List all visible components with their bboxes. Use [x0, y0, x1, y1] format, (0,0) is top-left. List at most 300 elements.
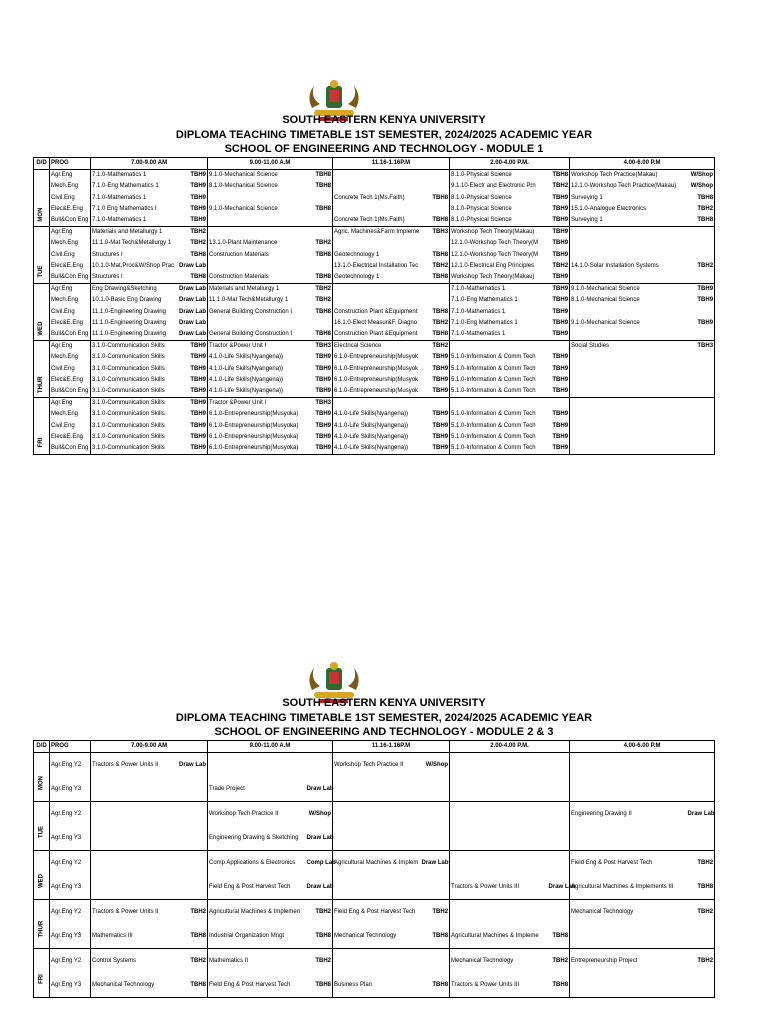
- course-cell: [91, 802, 178, 827]
- venue-cell: TBH9: [315, 433, 332, 440]
- course-cell: 8.1.0-Mechanical Science: [570, 295, 687, 306]
- course-cell: Field Eng & Post Harvest Tech: [333, 900, 421, 925]
- venue-cell: Draw Lab: [179, 297, 207, 304]
- course-cell: [570, 753, 687, 778]
- course-cell: 3.1.0-Communication Skills: [91, 352, 178, 363]
- course-cell: [570, 409, 687, 420]
- venue-cell: TBH9: [432, 411, 449, 418]
- module1-timetable: [33, 157, 715, 455]
- course-cell: [570, 398, 687, 410]
- table-row: [34, 949, 715, 974]
- day-cell: [34, 949, 50, 998]
- programme-cell: Civil.Eng: [50, 421, 91, 432]
- venue-cell: TBH9: [315, 388, 332, 395]
- course-cell: 7.1.0-Mathematics 1: [450, 329, 548, 341]
- programme-cell: Elec&E.Eng: [50, 261, 91, 272]
- course-cell: 7.1.0-Mathematics 1: [91, 193, 178, 204]
- table-row: [34, 204, 715, 215]
- venue-cell: TBH9: [315, 354, 332, 361]
- day-label: FRI: [38, 974, 45, 985]
- course-cell: 3.1.0-Communication Skills: [91, 421, 178, 432]
- course-cell: Tractors & Power Units III: [450, 875, 548, 900]
- course-cell: [450, 826, 548, 851]
- venue-cell: TBH3: [421, 227, 450, 239]
- venue-cell: [687, 227, 715, 239]
- course-cell: Mechanical Technology: [333, 924, 421, 949]
- course-cell: 10.1.0-Mat,Proc&W/Shop Prac: [91, 261, 178, 272]
- venue-cell: Draw Lab: [306, 884, 334, 891]
- venue-cell: [421, 949, 450, 974]
- course-cell: Tractors & Power Units III: [450, 973, 548, 998]
- programme-cell: Bull&Con Eng: [50, 272, 91, 284]
- course-cell: Tractor &Power Unit I: [208, 398, 306, 410]
- venue-cell: TBH9: [432, 376, 449, 383]
- course-cell: 16.1.0-Elect Measur&F. Diagno: [333, 318, 421, 329]
- venue-cell: Draw Lab: [687, 802, 715, 827]
- venue-cell: TBH9: [552, 274, 569, 281]
- course-cell: Field Eng & Post Harvest Tech: [570, 851, 687, 876]
- venue-cell: TBH9: [190, 433, 207, 440]
- venue-cell: TBH9: [548, 284, 570, 296]
- course-cell: 7.1.0-Mathematics 1: [450, 284, 548, 296]
- day-label: FRI: [37, 437, 44, 448]
- course-cell: Surveying 1: [570, 215, 687, 227]
- course-cell: 4.1.0-Life Skills(Nyangena)): [208, 375, 306, 386]
- course-cell: 3.1.0-Communication Skills: [91, 364, 178, 375]
- venue-cell: TBH9: [190, 365, 207, 372]
- course-cell: 5.1.0-Information & Comm Tech: [450, 421, 548, 432]
- course-cell: 13.1.0-Plant Maintenance: [208, 238, 306, 249]
- course-cell: 8.1.0-Physical Science: [450, 193, 548, 204]
- header-prog: PROG: [50, 741, 91, 753]
- venue-cell: Draw Lab: [179, 308, 207, 315]
- course-cell: Materials and Metallurgy 1: [91, 227, 178, 239]
- venue-cell: [687, 777, 715, 802]
- programme-cell: Agr.Eng: [50, 284, 91, 296]
- venue-cell: TBH8: [432, 274, 449, 281]
- venue-cell: TBH9: [552, 240, 569, 247]
- course-cell: [333, 181, 421, 192]
- course-cell: [450, 341, 548, 353]
- venue-cell: [421, 875, 450, 900]
- course-cell: 4.1.0-Life Skills(Nyangena)): [333, 409, 421, 420]
- programme-cell: Bull&Con Eng: [50, 215, 91, 227]
- course-cell: 11.1.0-Engineering Drawing: [91, 329, 178, 341]
- programme-cell: Agr.Eng Y3: [50, 973, 91, 998]
- course-cell: 3.1.0-Communication Skills: [91, 341, 178, 353]
- programme-cell: Bull&Con Eng: [50, 443, 91, 455]
- venue-cell: TBH2: [421, 341, 450, 353]
- table-row: [34, 272, 715, 284]
- venue-cell: Draw Lab: [179, 262, 207, 269]
- venue-cell: TBH9: [315, 376, 332, 383]
- course-cell: 12.1.0-Workshop Tech Theory(M: [450, 238, 548, 249]
- venue-cell: TBH8: [548, 170, 570, 182]
- course-cell: [570, 272, 687, 284]
- venue-cell: Draw Lab: [421, 851, 450, 876]
- venue-cell: TBH2: [552, 183, 569, 190]
- day-cell: [34, 398, 50, 455]
- venue-cell: [687, 364, 715, 375]
- venue-cell: TBH8: [687, 215, 715, 227]
- venue-cell: TBH2: [190, 240, 207, 247]
- venue-cell: [548, 900, 570, 925]
- venue-cell: TBH9: [552, 433, 569, 440]
- venue-cell: TBH9: [552, 205, 569, 212]
- venue-cell: TBH8: [306, 170, 333, 182]
- venue-cell: TBH8: [687, 193, 715, 204]
- venue-cell: TBH2: [315, 240, 332, 247]
- university-name-2: SOUTH EASTERN KENYA UNIVERSITY: [282, 697, 486, 709]
- course-cell: [570, 238, 687, 249]
- course-cell: Structures I: [91, 272, 178, 284]
- venue-cell: [687, 432, 715, 443]
- venue-cell: TBH9: [315, 422, 332, 429]
- venue-cell: TBH3: [687, 341, 715, 353]
- programme-cell: Agr.Eng Y2: [50, 753, 91, 778]
- day-label: THUR: [38, 921, 45, 938]
- course-cell: 13.1.0-Electrical Installation Tec: [333, 261, 421, 272]
- table-row: [34, 375, 715, 386]
- programme-cell: Mech.Eng: [50, 238, 91, 249]
- venue-cell: TBH8: [432, 933, 449, 940]
- venue-cell: TBH9: [552, 331, 569, 338]
- course-cell: [333, 204, 421, 215]
- venue-cell: TBH8: [548, 973, 570, 998]
- course-cell: 7.1.0-Eng Mathematics 1: [450, 318, 548, 329]
- course-cell: [570, 386, 687, 398]
- course-cell: [333, 875, 421, 900]
- course-cell: [333, 398, 421, 410]
- table-row: [34, 352, 715, 363]
- course-cell: Agricultural Machines & Implements III: [570, 875, 687, 900]
- course-cell: [333, 949, 421, 974]
- course-cell: 9.1.10-Electr and Electronic Prn: [450, 181, 548, 192]
- course-cell: 6.1.0-Entrepreneurship(Musyok: [333, 375, 421, 386]
- venue-cell: TBH9: [687, 284, 715, 296]
- course-cell: General Building Construction I: [208, 329, 306, 341]
- course-cell: Workshop Tech Practice II: [333, 753, 421, 778]
- course-cell: 12.1.0-Electrical Eng Principles: [450, 261, 548, 272]
- course-cell: [450, 851, 548, 876]
- venue-cell: TBH9: [552, 376, 569, 383]
- table-row: [34, 215, 715, 227]
- course-cell: 9.1.0-Mechanical Science: [208, 204, 306, 215]
- course-cell: 5.1.0-Information & Comm Tech: [450, 364, 548, 375]
- course-cell: [570, 364, 687, 375]
- course-cell: 14.1.0-Solar Installation Systems: [570, 261, 687, 272]
- course-cell: Mechanical Technology: [91, 973, 178, 998]
- course-cell: Geotechnology 1: [333, 250, 421, 261]
- course-cell: 8.1.0-Physical Science: [450, 170, 548, 182]
- venue-cell: TBH2: [178, 900, 208, 925]
- venue-cell: Draw Lab: [178, 753, 208, 778]
- venue-cell: Draw Lab: [178, 284, 208, 296]
- course-cell: 9.1.0-Mechanical Science: [570, 318, 687, 329]
- table-row: [34, 261, 715, 272]
- table-row: [34, 973, 715, 998]
- table-row: [34, 250, 715, 261]
- course-cell: Agricultural Machines & Implemen: [208, 900, 306, 925]
- course-cell: [91, 826, 178, 851]
- venue-cell: TBH9: [432, 422, 449, 429]
- course-cell: 6.1.0-Entrepreneurship(Musyoka): [208, 443, 306, 455]
- venue-cell: TBH9: [190, 388, 207, 395]
- course-cell: Workshop Tech Practice II: [208, 802, 306, 827]
- venue-cell: [421, 284, 450, 296]
- venue-cell: TBH9: [315, 411, 332, 418]
- header-prog: PROG: [50, 158, 91, 170]
- programme-cell: Agr.Eng Y2: [50, 949, 91, 974]
- venue-cell: TBH3: [306, 341, 333, 353]
- course-cell: 3.1.0-Communication Skills: [91, 443, 178, 455]
- venue-cell: TBH9: [548, 227, 570, 239]
- venue-cell: TBH2: [687, 851, 715, 876]
- course-cell: Workshop Tech Theory(Makau): [450, 272, 548, 284]
- venue-cell: TBH9: [190, 376, 207, 383]
- venue-cell: TBH9: [190, 411, 207, 418]
- venue-cell: [687, 307, 715, 318]
- venue-cell: [687, 924, 715, 949]
- day-label: WED: [37, 321, 44, 336]
- venue-cell: [548, 341, 570, 353]
- header-day: D/D: [34, 741, 50, 753]
- course-cell: [333, 777, 421, 802]
- course-cell: 10.1.0-Basic Eng Drawing: [91, 295, 178, 306]
- course-cell: 8.1.0-Mechanical Science: [208, 181, 306, 192]
- programme-cell: Civil.Eng: [50, 193, 91, 204]
- header-slot1: 7.00-9.00 AM: [91, 158, 208, 170]
- venue-cell: Draw Lab: [179, 319, 207, 326]
- venue-cell: [421, 204, 450, 215]
- venue-cell: TBH9: [178, 398, 208, 410]
- venue-cell: TBH2: [315, 297, 332, 304]
- venue-cell: [306, 227, 333, 239]
- venue-cell: TBH9: [421, 443, 450, 455]
- venue-cell: [178, 802, 208, 827]
- course-cell: 4.1.0-Life Skills(Nyangena)): [333, 443, 421, 455]
- day-cell: [34, 227, 50, 284]
- venue-cell: [687, 386, 715, 398]
- timetable-subtitle-2: DIPLOMA TEACHING TIMETABLE 1ST SEMESTER, 2024/2025 ACADEMIC YEAR: [175, 712, 593, 724]
- school-module-title: SCHOOL OF ENGINEERING AND TECHNOLOGY - MODULE 1: [224, 143, 544, 155]
- venue-cell: TBH8: [432, 251, 449, 258]
- venue-cell: TBH9: [190, 194, 207, 201]
- table-row: [34, 851, 715, 876]
- programme-cell: Mech.Eng: [50, 409, 91, 420]
- header-slot5: 4.00-6.00 P.M: [570, 741, 715, 753]
- programme-cell: Mech.Eng: [50, 181, 91, 192]
- day-cell: [34, 170, 50, 227]
- venue-cell: TBH9: [552, 251, 569, 258]
- course-cell: 9.1.0-Mechanical Science: [208, 170, 306, 182]
- course-cell: [570, 329, 687, 341]
- programme-cell: Agr.Eng Y2: [50, 851, 91, 876]
- header-slot4: 2.00-4.00 P.M.: [450, 741, 570, 753]
- course-cell: [333, 238, 421, 249]
- venue-cell: TBH8: [432, 331, 449, 338]
- venue-cell: TBH9: [552, 194, 569, 201]
- course-cell: Mathematics II: [208, 949, 306, 974]
- venue-cell: TBH9: [552, 297, 569, 304]
- course-cell: 6.1.0-Entrepreneurship(Musyoka): [208, 409, 306, 420]
- day-label: WED: [38, 874, 45, 889]
- venue-cell: [548, 826, 570, 851]
- venue-cell: TBH2: [687, 949, 715, 974]
- venue-cell: TBH9: [552, 354, 569, 361]
- school-module-title-2: SCHOOL OF ENGINEERING AND TECHNOLOGY - MODULE 2 & 3: [214, 726, 554, 738]
- venue-cell: W/Shop: [687, 181, 715, 192]
- venue-cell: [687, 973, 715, 998]
- course-cell: Construction Plant &Equipment: [333, 329, 421, 341]
- course-cell: 7.1.0-Eng Mathematics 1: [450, 295, 548, 306]
- table-row: [34, 421, 715, 432]
- table-row: [34, 753, 715, 778]
- day-cell: [34, 341, 50, 398]
- table-row: [34, 193, 715, 204]
- table-row: [34, 900, 715, 925]
- table-row: [34, 826, 715, 851]
- course-cell: 5.1.0-Information & Comm Tech: [450, 443, 548, 455]
- venue-cell: [421, 777, 450, 802]
- course-cell: [450, 777, 548, 802]
- course-cell: Entrepreneurship Project: [570, 949, 687, 974]
- table-row: [34, 295, 715, 306]
- course-cell: 7.1.0-Mathematics 1: [91, 215, 178, 227]
- venue-cell: TBH9: [687, 295, 715, 306]
- venue-cell: TBH9: [552, 388, 569, 395]
- venue-cell: [687, 443, 715, 455]
- course-cell: 6.1.0-Entrepreneurship(Musyoka): [208, 432, 306, 443]
- venue-cell: TBH2: [687, 261, 715, 272]
- course-cell: [570, 432, 687, 443]
- course-cell: 8.1.0-Physical Science: [450, 204, 548, 215]
- venue-cell: TBH2: [306, 949, 333, 974]
- table-row: [34, 924, 715, 949]
- programme-cell: Civil.Eng: [50, 307, 91, 318]
- module2-timetable: [33, 740, 715, 998]
- venue-cell: TBH2: [306, 284, 333, 296]
- table-row: [34, 386, 715, 398]
- venue-cell: [687, 826, 715, 851]
- venue-cell: TBH8: [687, 875, 715, 900]
- day-label: MON: [38, 776, 45, 791]
- table-row: [34, 398, 715, 410]
- programme-cell: Bull&Con Eng: [50, 329, 91, 341]
- table-row: [34, 238, 715, 249]
- course-cell: 6.1.0-Entrepreneurship(Musyoka): [208, 421, 306, 432]
- course-cell: 5.1.0-Information & Comm Tech: [450, 386, 548, 398]
- venue-cell: TBH9: [306, 443, 333, 455]
- course-cell: Workshop Tech Theory(Makau): [450, 227, 548, 239]
- venue-cell: TBH8: [432, 194, 449, 201]
- course-cell: Construction Materials: [208, 250, 306, 261]
- venue-cell: [421, 826, 450, 851]
- venue-cell: TBH2: [306, 900, 333, 925]
- venue-cell: [306, 261, 333, 272]
- day-label: THUR: [37, 376, 44, 394]
- course-cell: Control Systems: [91, 949, 178, 974]
- course-cell: [570, 973, 687, 998]
- course-cell: 11.1.0-Mat Tech&Metallurgy 1: [91, 238, 178, 249]
- university-name: SOUTH EASTERN KENYA UNIVERSITY: [282, 114, 486, 126]
- venue-cell: [687, 352, 715, 363]
- course-cell: [208, 318, 306, 329]
- course-cell: 3.1.0-Communication Skills: [91, 398, 178, 410]
- venue-cell: TBH9: [190, 205, 207, 212]
- venue-cell: TBH9: [552, 319, 569, 326]
- course-cell: Trade Project: [208, 777, 306, 802]
- venue-cell: TBH9: [178, 170, 208, 182]
- course-cell: 6.1.0-Entrepreneurship(Musyok: [333, 364, 421, 375]
- programme-cell: Civil.Eng: [50, 364, 91, 375]
- course-cell: Mathematics III: [91, 924, 178, 949]
- course-cell: 11.1.0-Engineering Drawing: [91, 307, 178, 318]
- course-cell: Comp Applications & Electronics: [208, 851, 306, 876]
- table-row: [34, 329, 715, 341]
- venue-cell: [687, 421, 715, 432]
- course-cell: Mechanical Technology: [450, 949, 548, 974]
- table-row: [34, 341, 715, 353]
- venue-cell: TBH9: [552, 411, 569, 418]
- venue-cell: [306, 753, 333, 778]
- venue-cell: [178, 826, 208, 851]
- course-cell: Mechanical Technology: [570, 900, 687, 925]
- course-cell: Electrical Science: [333, 341, 421, 353]
- venue-cell: TBH3: [306, 398, 333, 410]
- table-row: [34, 443, 715, 455]
- course-cell: 8.1.0-Physical Science: [450, 215, 548, 227]
- venue-cell: TBH9: [552, 365, 569, 372]
- course-cell: [208, 193, 306, 204]
- course-cell: Construction Materials: [208, 272, 306, 284]
- table-row: [34, 432, 715, 443]
- venue-cell: [687, 398, 715, 410]
- venue-cell: Draw Lab: [179, 331, 207, 338]
- table-row: [34, 284, 715, 296]
- day-label: TUE: [38, 826, 45, 839]
- venue-cell: [548, 753, 570, 778]
- header-slot1: 7.00-9.00 AM: [91, 741, 208, 753]
- course-cell: 7.1.0-Eng Mathematics 1: [91, 181, 178, 192]
- venue-cell: Draw Lab: [306, 835, 334, 842]
- venue-cell: [178, 851, 208, 876]
- programme-cell: Agr.Eng: [50, 398, 91, 410]
- table-row: [34, 409, 715, 420]
- programme-cell: Agr.Eng Y2: [50, 900, 91, 925]
- course-cell: [208, 261, 306, 272]
- course-cell: 9.1.0-Mechanical Science: [570, 284, 687, 296]
- venue-cell: [548, 851, 570, 876]
- course-cell: 4.1.0-Life Skills(Nyangena)): [208, 364, 306, 375]
- venue-cell: TBH9: [190, 354, 207, 361]
- venue-cell: TBH8: [421, 973, 450, 998]
- venue-cell: TBH9: [552, 308, 569, 315]
- venue-cell: Draw Lab: [548, 884, 576, 891]
- programme-cell: Agr.Eng Y3: [50, 777, 91, 802]
- venue-cell: TBH9: [190, 217, 207, 224]
- day-label: MON: [37, 207, 44, 222]
- course-cell: 4.1.0-Life Skills(Nyangena)): [208, 352, 306, 363]
- course-cell: 5.1.0-Information & Comm Tech: [450, 409, 548, 420]
- venue-cell: TBH2: [432, 319, 449, 326]
- course-cell: [333, 170, 421, 182]
- venue-cell: [421, 181, 450, 192]
- venue-cell: [306, 215, 333, 227]
- table-row: [34, 170, 715, 182]
- day-cell: [34, 851, 50, 900]
- venue-cell: TBH8: [178, 973, 208, 998]
